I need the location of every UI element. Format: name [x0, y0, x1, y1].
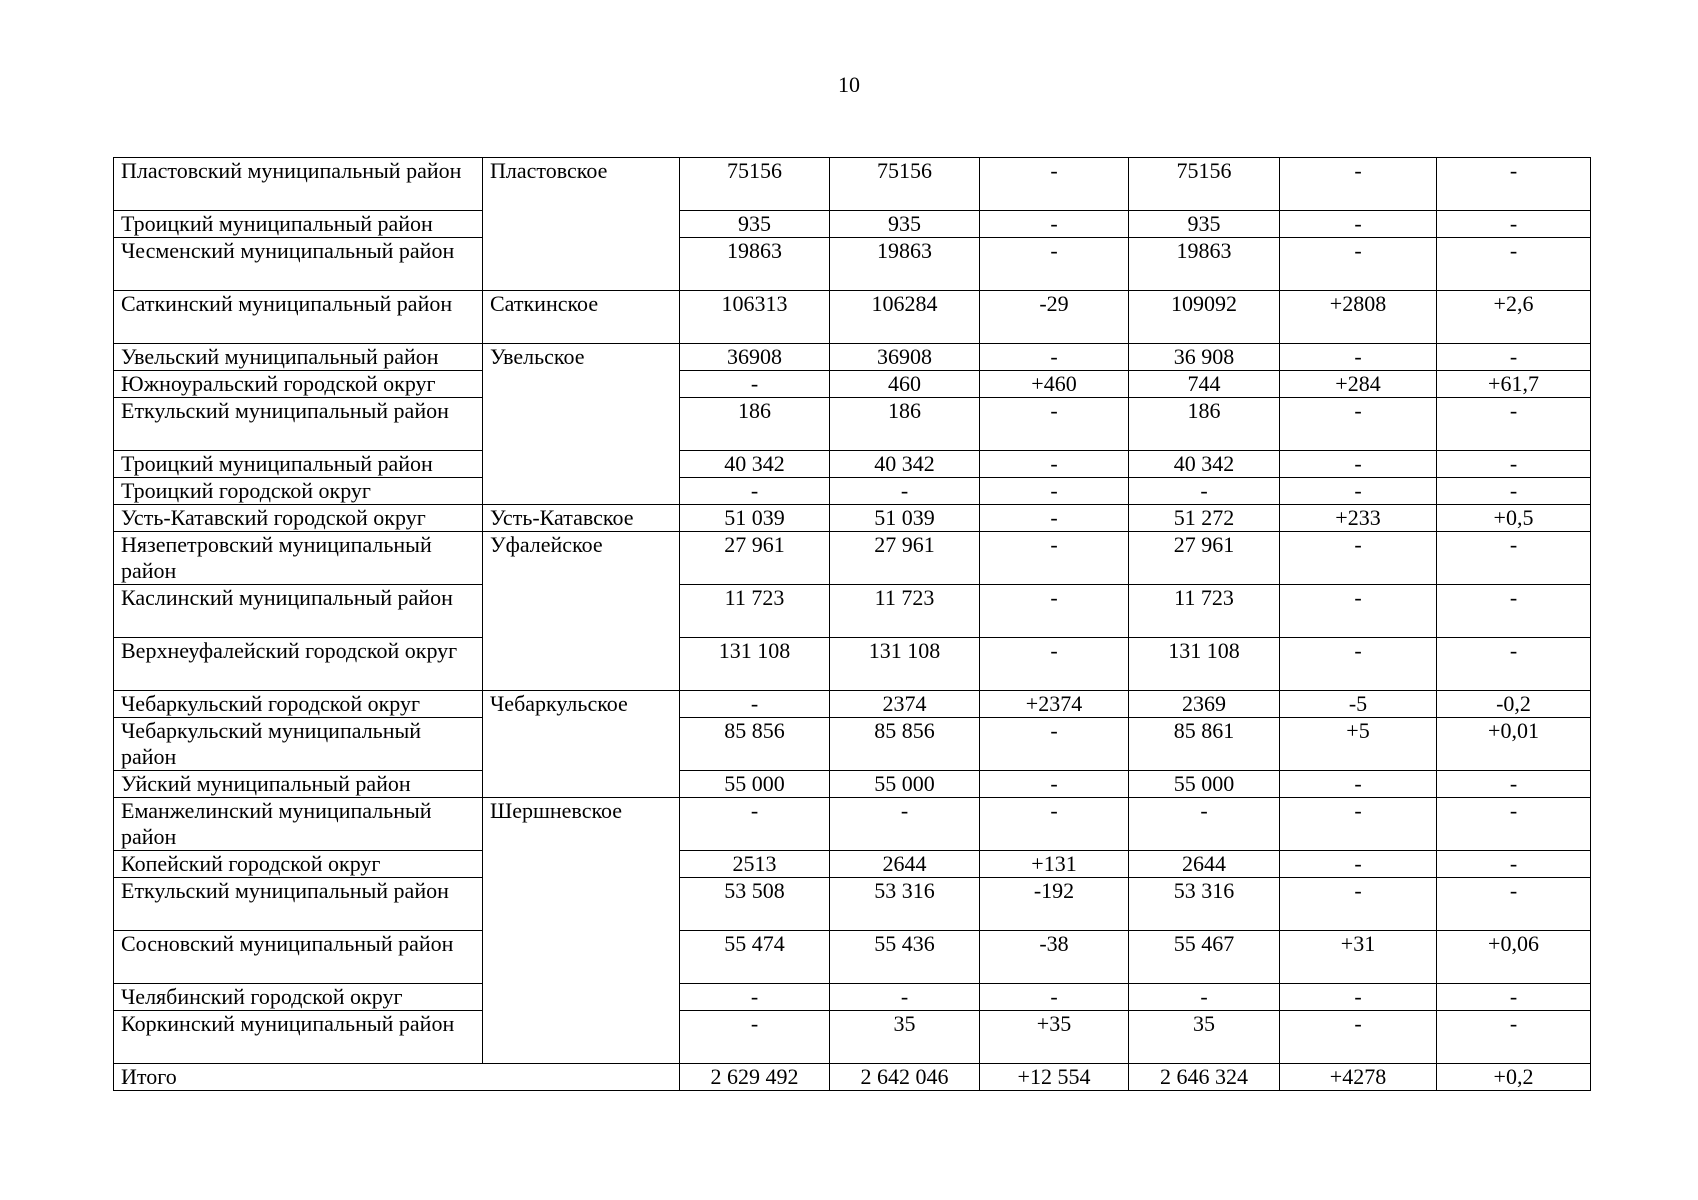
percent-cell: -: [1437, 158, 1591, 211]
value-cell: 51 039: [680, 505, 830, 532]
value-cell: 109092: [1129, 291, 1280, 344]
value-cell: 131 108: [830, 638, 980, 691]
percent-cell: +0,01: [1437, 718, 1591, 771]
change-cell: -29: [980, 291, 1129, 344]
reservoir-cell: Чебаркульское: [483, 691, 680, 798]
total-value-cell: 2 629 492: [680, 1064, 830, 1091]
district-cell: Каслинский муниципальный район: [114, 585, 483, 638]
reservoir-cell: Увельское: [483, 344, 680, 505]
district-cell: Верхнеуфалейский городской округ: [114, 638, 483, 691]
value-cell: 85 856: [830, 718, 980, 771]
total-row: [114, 1064, 1591, 1091]
district-cell: Чесменский муниципальный район: [114, 238, 483, 291]
value-cell: 2374: [830, 691, 980, 718]
value-cell: -: [830, 798, 980, 851]
value-cell: 19863: [830, 238, 980, 291]
change-cell: -: [980, 532, 1129, 585]
value-cell: 186: [1129, 398, 1280, 451]
change-cell: -: [980, 585, 1129, 638]
district-cell: Саткинский муниципальный район: [114, 291, 483, 344]
reservoir-cell: Шершневское: [483, 798, 680, 1064]
value-cell: 11 723: [1129, 585, 1280, 638]
value-cell: -: [1129, 984, 1280, 1011]
change-cell: -: [980, 158, 1129, 211]
value-cell: 53 316: [830, 878, 980, 931]
district-cell: Усть-Катавский городской округ: [114, 505, 483, 532]
value-cell: -: [830, 984, 980, 1011]
change-cell: -: [1280, 398, 1437, 451]
value-cell: -: [680, 1011, 830, 1064]
change-cell: -: [1280, 771, 1437, 798]
percent-cell: +0,06: [1437, 931, 1591, 984]
table-row: [114, 238, 1591, 291]
percent-cell: -: [1437, 532, 1591, 585]
district-cell: Троицкий муниципальный район: [114, 211, 483, 238]
change-cell: -: [1280, 158, 1437, 211]
change-cell: -: [980, 771, 1129, 798]
value-cell: 55 000: [680, 771, 830, 798]
percent-cell: -: [1437, 451, 1591, 478]
percent-cell: +61,7: [1437, 371, 1591, 398]
value-cell: 85 861: [1129, 718, 1280, 771]
change-cell: +131: [980, 851, 1129, 878]
value-cell: 55 474: [680, 931, 830, 984]
value-cell: 27 961: [680, 532, 830, 585]
value-cell: 85 856: [680, 718, 830, 771]
value-cell: 935: [1129, 211, 1280, 238]
percent-cell: -: [1437, 851, 1591, 878]
district-cell: Троицкий городской округ: [114, 478, 483, 505]
percent-cell: +0,5: [1437, 505, 1591, 532]
percent-cell: -: [1437, 638, 1591, 691]
value-cell: 36908: [680, 344, 830, 371]
change-cell: -: [1280, 451, 1437, 478]
change-cell: -: [1280, 851, 1437, 878]
value-cell: 131 108: [1129, 638, 1280, 691]
value-cell: 55 467: [1129, 931, 1280, 984]
change-cell: -: [980, 238, 1129, 291]
percent-cell: -: [1437, 398, 1591, 451]
value-cell: 2369: [1129, 691, 1280, 718]
percent-cell: -: [1437, 1011, 1591, 1064]
change-cell: -5: [1280, 691, 1437, 718]
value-cell: 186: [680, 398, 830, 451]
percent-cell: -: [1437, 798, 1591, 851]
district-cell: Еткульский муниципальный район: [114, 398, 483, 451]
value-cell: 55 000: [1129, 771, 1280, 798]
change-cell: -: [1280, 478, 1437, 505]
table-row: [114, 398, 1591, 451]
value-cell: 36 908: [1129, 344, 1280, 371]
reservoir-cell: Пластовское: [483, 158, 680, 291]
district-cell: Челябинский городской округ: [114, 984, 483, 1011]
district-cell: Еманжелинский муниципальный район: [114, 798, 483, 851]
value-cell: 53 316: [1129, 878, 1280, 931]
value-cell: 2644: [1129, 851, 1280, 878]
change-cell: -: [1280, 878, 1437, 931]
district-cell: Сосновский муниципальный район: [114, 931, 483, 984]
value-cell: 35: [1129, 1011, 1280, 1064]
change-cell: -: [980, 211, 1129, 238]
value-cell: 2513: [680, 851, 830, 878]
percent-cell: -: [1437, 344, 1591, 371]
change-cell: -: [980, 451, 1129, 478]
percent-cell: -: [1437, 984, 1591, 1011]
change-cell: -: [980, 638, 1129, 691]
district-cell: Копейский городской округ: [114, 851, 483, 878]
change-cell: +31: [1280, 931, 1437, 984]
value-cell: -: [680, 798, 830, 851]
change-cell: -: [1280, 1011, 1437, 1064]
value-cell: 51 272: [1129, 505, 1280, 532]
reservoir-cell: Саткинское: [483, 291, 680, 344]
value-cell: 36908: [830, 344, 980, 371]
table-row: [114, 211, 1591, 238]
total-value-cell: 2 646 324: [1129, 1064, 1280, 1091]
value-cell: 51 039: [830, 505, 980, 532]
percent-cell: -: [1437, 238, 1591, 291]
table-row: [114, 931, 1591, 984]
water-use-table: [113, 157, 1591, 1091]
change-cell: -: [1280, 638, 1437, 691]
value-cell: -: [680, 371, 830, 398]
value-cell: 27 961: [1129, 532, 1280, 585]
change-cell: -: [980, 798, 1129, 851]
table-row: [114, 158, 1591, 211]
percent-cell: -: [1437, 585, 1591, 638]
value-cell: 40 342: [1129, 451, 1280, 478]
district-cell: Чебаркульский городской округ: [114, 691, 483, 718]
district-cell: Уйский муниципальный район: [114, 771, 483, 798]
change-cell: -: [980, 505, 1129, 532]
table-row: [114, 878, 1591, 931]
table-row: [114, 291, 1591, 344]
value-cell: -: [830, 478, 980, 505]
percent-cell: -0,2: [1437, 691, 1591, 718]
value-cell: 744: [1129, 371, 1280, 398]
change-cell: +2374: [980, 691, 1129, 718]
district-cell: Нязепетровский муниципальный район: [114, 532, 483, 585]
change-cell: -: [980, 344, 1129, 371]
value-cell: 935: [680, 211, 830, 238]
table-row: [114, 771, 1591, 798]
change-cell: -: [1280, 344, 1437, 371]
total-percent-cell: +0,2: [1437, 1064, 1591, 1091]
table-row: [114, 585, 1591, 638]
value-cell: -: [680, 984, 830, 1011]
percent-cell: +2,6: [1437, 291, 1591, 344]
value-cell: 19863: [1129, 238, 1280, 291]
value-cell: 75156: [680, 158, 830, 211]
value-cell: 11 723: [680, 585, 830, 638]
change-cell: -: [1280, 984, 1437, 1011]
value-cell: 55 436: [830, 931, 980, 984]
table-row: [114, 1011, 1591, 1064]
table-row: [114, 718, 1591, 771]
page-number: 10: [838, 72, 860, 97]
value-cell: 19863: [680, 238, 830, 291]
table-row: [114, 451, 1591, 478]
table-row: [114, 984, 1591, 1011]
change-cell: -192: [980, 878, 1129, 931]
total-change-cell: +12 554: [980, 1064, 1129, 1091]
percent-cell: -: [1437, 211, 1591, 238]
change-cell: +284: [1280, 371, 1437, 398]
value-cell: 106313: [680, 291, 830, 344]
value-cell: 27 961: [830, 532, 980, 585]
district-cell: Увельский муниципальный район: [114, 344, 483, 371]
change-cell: -: [980, 478, 1129, 505]
value-cell: -: [680, 478, 830, 505]
value-cell: 75156: [1129, 158, 1280, 211]
value-cell: 55 000: [830, 771, 980, 798]
value-cell: 106284: [830, 291, 980, 344]
district-cell: Южноуральский городской округ: [114, 371, 483, 398]
change-cell: -: [980, 398, 1129, 451]
district-cell: Коркинский муниципальный район: [114, 1011, 483, 1064]
reservoir-cell: Усть-Катавское: [483, 505, 680, 532]
change-cell: +5: [1280, 718, 1437, 771]
change-cell: -38: [980, 931, 1129, 984]
table-row: [114, 478, 1591, 505]
district-cell: Пластовский муниципальный район: [114, 158, 483, 211]
value-cell: 2644: [830, 851, 980, 878]
table-row: [114, 851, 1591, 878]
value-cell: 75156: [830, 158, 980, 211]
value-cell: 11 723: [830, 585, 980, 638]
change-cell: -: [1280, 532, 1437, 585]
table-row: [114, 505, 1591, 532]
percent-cell: -: [1437, 878, 1591, 931]
value-cell: -: [1129, 478, 1280, 505]
change-cell: -: [980, 984, 1129, 1011]
district-cell: Еткульский муниципальный район: [114, 878, 483, 931]
total-change-cell: +4278: [1280, 1064, 1437, 1091]
percent-cell: -: [1437, 771, 1591, 798]
change-cell: -: [1280, 585, 1437, 638]
value-cell: 40 342: [680, 451, 830, 478]
change-cell: +233: [1280, 505, 1437, 532]
change-cell: -: [1280, 211, 1437, 238]
change-cell: +2808: [1280, 291, 1437, 344]
value-cell: -: [1129, 798, 1280, 851]
table-row: [114, 532, 1591, 585]
value-cell: 186: [830, 398, 980, 451]
change-cell: -: [1280, 798, 1437, 851]
total-value-cell: 2 642 046: [830, 1064, 980, 1091]
table-row: [114, 691, 1591, 718]
change-cell: +460: [980, 371, 1129, 398]
value-cell: 35: [830, 1011, 980, 1064]
reservoir-cell: Уфалейское: [483, 532, 680, 691]
value-cell: 935: [830, 211, 980, 238]
table-row: [114, 344, 1591, 371]
change-cell: -: [980, 718, 1129, 771]
table-row: [114, 638, 1591, 691]
value-cell: 131 108: [680, 638, 830, 691]
percent-cell: -: [1437, 478, 1591, 505]
total-label: Итого: [114, 1064, 680, 1091]
value-cell: -: [680, 691, 830, 718]
value-cell: 53 508: [680, 878, 830, 931]
change-cell: +35: [980, 1011, 1129, 1064]
value-cell: 460: [830, 371, 980, 398]
district-cell: Чебаркульский муниципальный район: [114, 718, 483, 771]
value-cell: 40 342: [830, 451, 980, 478]
district-cell: Троицкий муниципальный район: [114, 451, 483, 478]
change-cell: -: [1280, 238, 1437, 291]
table-row: [114, 371, 1591, 398]
table-row: [114, 798, 1591, 851]
